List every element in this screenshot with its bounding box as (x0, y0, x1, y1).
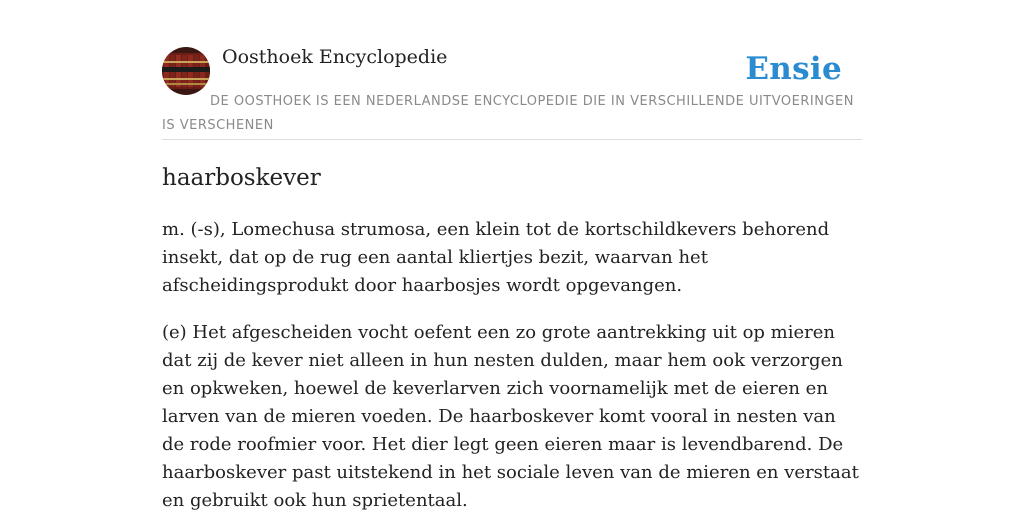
article-paragraph-1: m. (-s), Lomechusa strumosa, een klein tot de kortschildkevers behorend insekt, dat op de rug een aantal kliertjes bezit, waarvan het afscheidingsprodukt door haarbosjes wordt opgevangen. (162, 219, 830, 296)
site-title[interactable]: Oosthoek Encyclopedie (222, 46, 448, 68)
article-title: haarboskever (162, 165, 321, 191)
avatar-image (162, 47, 210, 95)
site-header (162, 0, 862, 140)
brand-logo[interactable]: Ensie (745, 51, 842, 87)
site-tagline: DE OOSTHOEK IS EEN NEDERLANDSE ENCYCLOPEDIE DIE IN VERSCHILLENDE UITVOERINGEN IS VERSCHENEN (162, 94, 854, 133)
encyclopedia-books-icon[interactable] (162, 47, 210, 95)
article-paragraph-2: (e) Het afgescheiden vocht oefent een zo grote aantrekking uit op mieren dat zij de kever niet alleen in hun nesten dulden, maar hem ook verzorgen en opkweken, hoewel de keverlarven zich voornamelijk met de eieren en larven van de mieren voeden. De haarboskever komt vooral in nesten van de rode roofmier voor. Het dier legt geen eieren maar is levendbarend. De haarboskever past uitstekend in het sociale leven van de mieren en verstaat en gebruikt ook hun sprietentaal. (162, 322, 859, 511)
page-container (162, 0, 862, 511)
